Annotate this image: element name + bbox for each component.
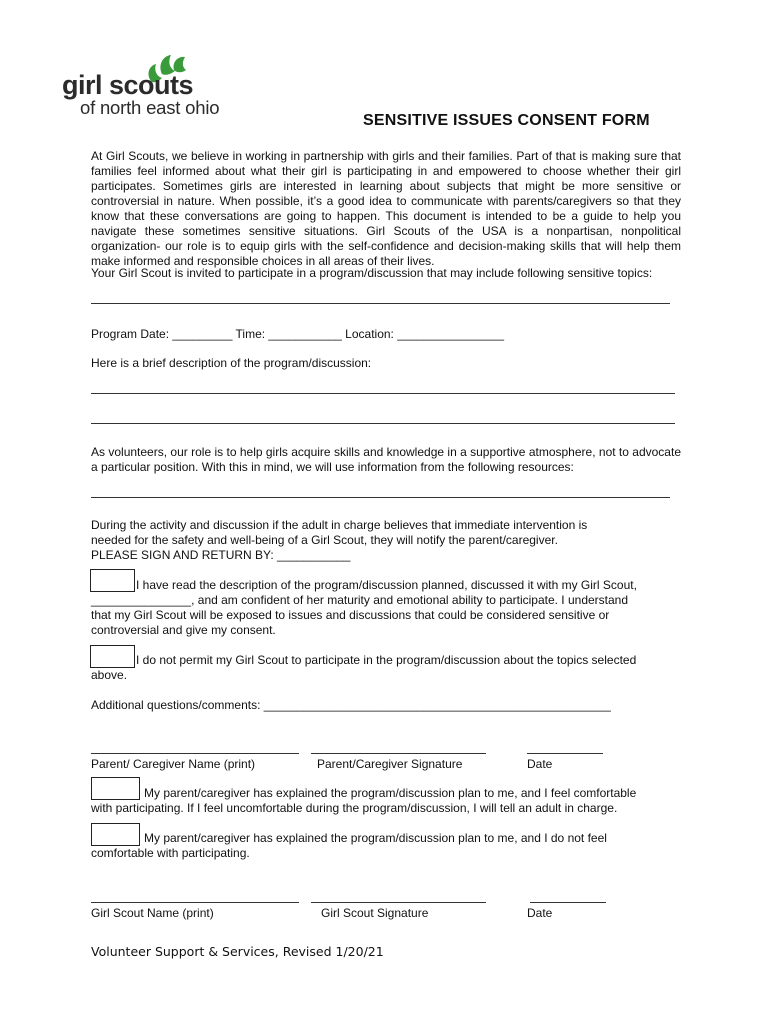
consent-yes-text-4: controversial and give my consent. bbox=[91, 623, 276, 637]
parent-date-label: Date bbox=[527, 757, 553, 771]
invite-text: Your Girl Scout is invited to participate in a program/discussion that may include following sensitive topics: bbox=[91, 266, 653, 280]
additional-comments-field[interactable]: Additional questions/comments: ____________________________________________________ bbox=[91, 698, 611, 712]
consent-no-text-1: I do not permit my Girl Scout to participate in the program/discussion about the topics selected bbox=[136, 653, 637, 667]
girl-comfortable-checkbox[interactable] bbox=[91, 777, 140, 800]
logo-subtitle: of north east ohio bbox=[80, 97, 220, 118]
girl-comfortable-text-1: My parent/caregiver has explained the program/discussion plan to me, and I feel comfortable bbox=[144, 786, 637, 800]
consent-yes-text-3: that my Girl Scout will be exposed to issues and discussions that could be considered sensitive or bbox=[91, 608, 610, 622]
parent-date-line[interactable] bbox=[527, 753, 603, 754]
parent-name-line[interactable] bbox=[91, 753, 299, 754]
footer-text: Volunteer Support & Services, Revised 1/20/21 bbox=[91, 944, 384, 959]
consent-no-checkbox[interactable] bbox=[90, 645, 135, 668]
girl-not-comfortable-checkbox[interactable] bbox=[91, 823, 140, 846]
girl-signature-label: Girl Scout Signature bbox=[321, 906, 429, 920]
consent-yes-checkbox[interactable] bbox=[90, 569, 135, 592]
resources-input-line[interactable] bbox=[91, 497, 670, 498]
intro-paragraph: At Girl Scouts, we believe in working in partnership with girls and their families. Part of that is making sure that families feel informed about what their girl is participating in and empowered to choose whether their girl participates. Sometimes girls are interested in learning about subjects that might be more sensitive or controversial in nature. When possible, it’s a good idea to communicate with parents/caregivers so that they know that these conversations are going to happen. This document is intended to be a guide to help you navigate these sometimes sensitive situations. Girl Scouts of the USA is a nonpartisan, nonpolitical organization- our role is to equip girls with the self-confidence and decision-making skills that will help them make informed and responsible choices in all areas of their lives. bbox=[91, 149, 681, 268]
topics-input-line[interactable] bbox=[91, 303, 670, 304]
form-title: SENSITIVE ISSUES CONSENT FORM bbox=[363, 112, 650, 129]
parent-name-label: Parent/ Caregiver Name (print) bbox=[91, 757, 256, 771]
program-details-line[interactable]: Program Date: _________ Time: ___________ Location: ________________ bbox=[91, 327, 504, 341]
girl-date-line[interactable] bbox=[530, 902, 606, 903]
intervention-text-2: needed for the safety and well-being of a Girl Scout, they will notify the parent/caregiver. bbox=[91, 533, 558, 547]
description-label: Here is a brief description of the program/discussion: bbox=[91, 356, 372, 370]
parent-signature-label: Parent/Caregiver Signature bbox=[317, 757, 463, 771]
girl-name-line[interactable] bbox=[91, 902, 299, 903]
parent-signature-line[interactable] bbox=[311, 753, 486, 754]
description-input-line-2[interactable] bbox=[91, 423, 675, 424]
consent-yes-text-2: _______________, and am confident of her maturity and emotional ability to participate. I understand bbox=[91, 593, 629, 607]
girl-not-comfortable-text-2: comfortable with participating. bbox=[91, 846, 250, 860]
girl-name-label: Girl Scout Name (print) bbox=[91, 906, 214, 920]
consent-yes-text-1: I have read the description of the program/discussion planned, discussed it with my Girl Scout, bbox=[136, 578, 637, 592]
logo-wordmark: girl scouts bbox=[62, 70, 194, 100]
intervention-text-1: During the activity and discussion if the adult in charge believes that immediate intervention is bbox=[91, 518, 588, 532]
description-input-line-1[interactable] bbox=[91, 393, 675, 394]
volunteers-paragraph: As volunteers, our role is to help girls acquire skills and knowledge in a supportive atmosphere, not to advocate a particular position. With this in mind, we will use information from the following resources: bbox=[91, 445, 681, 474]
girl-date-label: Date bbox=[527, 906, 553, 920]
sign-return-by[interactable]: PLEASE SIGN AND RETURN BY: ___________ bbox=[91, 548, 351, 562]
girl-comfortable-text-2: with participating. If I feel uncomfortable during the program/discussion, I will tell an adult in charge. bbox=[91, 801, 618, 815]
girl-not-comfortable-text-1: My parent/caregiver has explained the program/discussion plan to me, and I do not feel bbox=[144, 831, 607, 845]
girl-signature-line[interactable] bbox=[311, 902, 486, 903]
consent-no-text-2: above. bbox=[91, 668, 128, 682]
